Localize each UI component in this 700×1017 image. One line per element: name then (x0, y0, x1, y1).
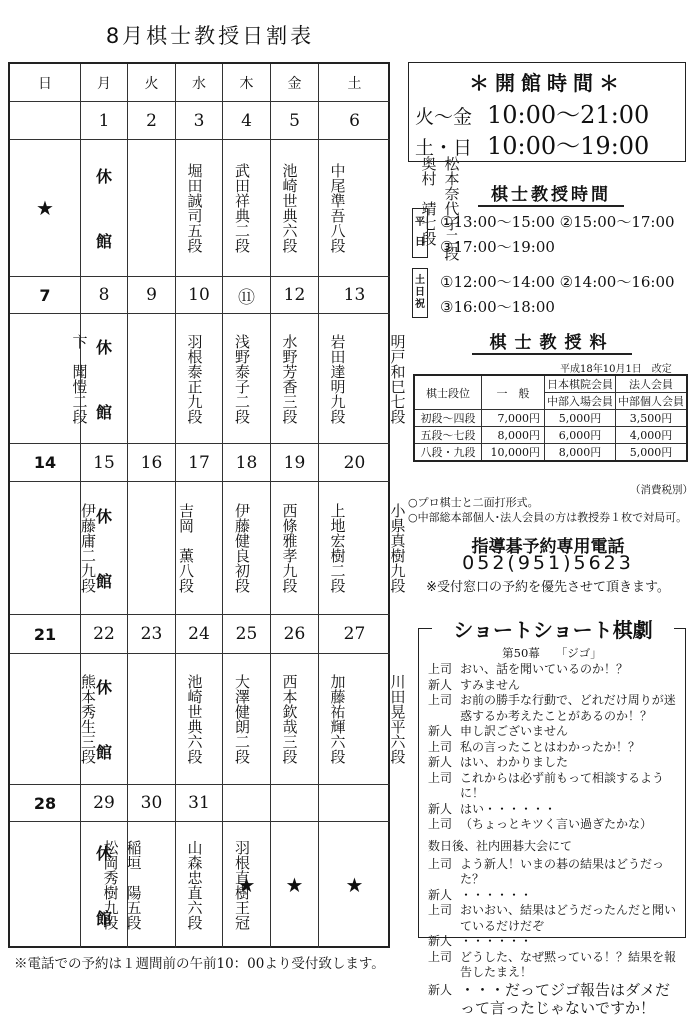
instructor-group (304, 503, 406, 593)
weekday-slots-line2: ③17:00～19:00 (440, 238, 555, 256)
schedule-cell (271, 822, 319, 948)
instructor-name: 奥村 靖七段 (419, 155, 438, 246)
date-cell (223, 785, 271, 822)
dialogue-line (428, 740, 682, 756)
fees-row (414, 444, 687, 462)
date-cell (271, 615, 319, 654)
date-number: 1 (98, 110, 110, 131)
fees-member: 5,000円 (545, 410, 616, 427)
weekday-header (81, 64, 128, 102)
dialogue-line (428, 981, 682, 1017)
date-cell (223, 277, 271, 314)
instructor-name: 上地宏樹二段 (328, 503, 347, 593)
date-number: 16 (140, 452, 163, 473)
date-cell (128, 102, 176, 140)
instructor-name: 熊本秀生三段 (79, 674, 97, 764)
line-text: すみません (460, 677, 521, 692)
weekday-label: 金 (287, 75, 302, 92)
date-cell (128, 444, 176, 482)
closed-char: 休 (95, 844, 112, 863)
date-cell (128, 615, 176, 654)
closed-char: 館 (95, 572, 112, 591)
tag-char: 平 (415, 217, 425, 228)
dialogue-line (428, 857, 682, 888)
closed-char: 休 (95, 337, 112, 357)
date-cell (319, 444, 390, 482)
speaker: 新人 (428, 801, 453, 816)
dialogue-line (428, 950, 682, 981)
date-cell (10, 615, 81, 654)
hours-row-label: 土・日 (415, 137, 473, 159)
schedule-cell (10, 822, 143, 948)
date-number: 12 (283, 285, 306, 305)
date-number: 8 (98, 285, 110, 305)
closed-char: 館 (95, 232, 112, 251)
date-cell (128, 277, 176, 314)
dialogue-line (428, 903, 682, 934)
speaker: 上司 (428, 770, 453, 785)
line-text: お前の勝手な行動で、どれだけ周りが迷惑するか考えたことがあるのか！？ (460, 693, 676, 723)
date-cell (81, 102, 128, 140)
instructor-name: 松岡秀樹九段 (101, 840, 120, 930)
weekday-label: 水 (192, 75, 206, 92)
fees-revised-date: 平成18年10月1日 改定 (560, 364, 672, 375)
instructor-name: 西條雅孝九段 (280, 503, 299, 593)
line-text: これからは必ず前もって相談するように！ (460, 770, 665, 800)
dialogue-line (428, 888, 682, 904)
holiday-slots-line2: ③16:00～18:00 (440, 298, 555, 316)
schedule-cell (10, 140, 81, 277)
hours-row-time: 10:00～19:00 (487, 132, 650, 160)
date-number: 28 (33, 793, 57, 813)
dialogue-line (428, 802, 682, 818)
speaker: 新人 (428, 982, 453, 997)
fees-rank: 初段～四段 (414, 410, 482, 427)
date-number: 30 (140, 793, 163, 813)
instructor-name: 羽根泰正九段 (185, 333, 204, 424)
date-cell (81, 444, 128, 482)
line-text: ・・・・・・ (460, 934, 533, 948)
fees-header-row (414, 375, 687, 393)
episode-name: 「ジゴ」 (555, 646, 602, 660)
date-number: 26 (283, 624, 306, 644)
instructor-name: 川田晃平六段 (388, 674, 407, 764)
instructor-name: 伊藤庸二九段 (79, 503, 97, 593)
date-number: 10 (188, 285, 210, 305)
instructor-name: 伊藤健良初段 (233, 503, 251, 593)
speaker: 新人 (428, 677, 453, 692)
short-story-title: ショートショート棋劇 (432, 614, 674, 643)
date-number: 21 (33, 624, 57, 644)
date-cell (223, 444, 271, 482)
dialogue-line (428, 678, 682, 694)
weekday-header (271, 64, 319, 102)
date-cell (319, 615, 390, 654)
dialogue-line (428, 817, 682, 833)
star-icon: ★ (345, 873, 364, 897)
schedule-cell (223, 822, 271, 948)
fees-rank: 八段・九段 (414, 444, 482, 462)
date-number: 4 (241, 110, 252, 131)
speaker: 上司 (428, 817, 453, 831)
weekday-header (10, 64, 81, 102)
star-icon: ★ (237, 873, 256, 897)
speaker: 上司 (428, 662, 453, 676)
date-number: 29 (93, 793, 115, 813)
lesson-times-title: 棋士教授時間 (478, 180, 624, 207)
line-text: おいおい、結果はどうだったんだと聞いているだけだぞ (460, 903, 677, 933)
dialogue-line (428, 771, 682, 802)
fees-row (414, 427, 687, 444)
tag-char: 土 (415, 275, 425, 286)
reservation-note: ※受付窓口の予約を優先させて頂きます。 (426, 580, 670, 595)
star-icon: ★ (36, 196, 54, 220)
instructor-name: 松本奈代子二段 (442, 155, 461, 261)
date-cell (271, 277, 319, 314)
line-text: どうした、なぜ黙っている！？結果を報告したまえ！ (460, 949, 677, 979)
fees-general: 8,000円 (482, 427, 545, 444)
weekday-header (223, 64, 271, 102)
weekday-header (176, 64, 223, 102)
date-cell (81, 615, 128, 654)
date-number: 15 (93, 452, 115, 473)
instructor-name: 中尾準吾八段 (328, 163, 347, 253)
schedule-cell (10, 482, 97, 615)
fees-note: ○中部総本部個人･法人会員の方は教授券１枚で対局可。 (408, 511, 688, 524)
weekday-label: 木 (239, 75, 254, 92)
date-cell (319, 102, 390, 140)
date-cell (223, 102, 271, 140)
opening-hours-title: ＊開館時間＊ (469, 71, 625, 95)
date-cell (176, 277, 223, 314)
date-number: 2 (146, 110, 157, 131)
speaker: 新人 (428, 755, 453, 769)
dialogue-line (428, 755, 682, 771)
weekday-label: 火 (144, 75, 159, 92)
holiday-tag (412, 268, 428, 318)
date-number: 14 (33, 453, 57, 472)
date-number: 9 (146, 285, 157, 305)
date-number: 25 (235, 624, 258, 644)
date-cell (10, 102, 81, 140)
date-number: ⑪ (238, 287, 255, 308)
date-cell (10, 785, 81, 822)
speaker: 上司 (428, 693, 453, 707)
date-cell (10, 277, 81, 314)
hours-row-label: 火～金 (415, 106, 473, 128)
date-number: 31 (188, 793, 210, 813)
date-cell (223, 615, 271, 654)
line-text: 私の言ったことはわかったか！？ (460, 739, 641, 754)
instructor-name: 大澤健朗二段 (233, 674, 251, 764)
weekday-header (128, 64, 176, 102)
instructor-name: 加藤祐輝六段 (328, 674, 347, 764)
instructor-name: 稲垣 陽五段 (124, 840, 143, 930)
date-number: 6 (349, 110, 360, 131)
date-number: 22 (93, 624, 115, 644)
speaker: 上司 (428, 903, 453, 917)
closed-char: 休 (95, 167, 112, 186)
date-cell (176, 444, 223, 482)
fees-header-rank: 棋士段位 (414, 375, 482, 410)
date-cell (176, 615, 223, 654)
schedule-cell (10, 314, 89, 444)
holiday-slots-line1: ①12:00～14:00 ②14:00～16:00 (440, 273, 675, 291)
date-number: 24 (188, 624, 210, 644)
line-text: 申し訳ございません (460, 724, 569, 738)
fees-header-chubu-entry: 中部入場会員 (545, 393, 616, 410)
date-cell (176, 102, 223, 140)
instructor-name: 羽根直樹王冠 (233, 840, 251, 930)
reservation-title: 指導碁予約専用電話 (471, 537, 625, 557)
schedule-cell (176, 822, 251, 948)
date-number: 20 (343, 452, 366, 473)
instructor-name: 山森忠直六段 (185, 840, 204, 930)
line-text: はい、わかりました (460, 755, 569, 769)
instructor-group (250, 156, 460, 261)
instructor-name: 明戸和巳七段 (388, 333, 407, 424)
date-cell (271, 785, 319, 822)
weekday-label: 日 (38, 75, 52, 92)
speaker: 新人 (428, 934, 453, 948)
page-title: 8月棋士教授日割表 (105, 24, 315, 48)
weekday-header (319, 64, 390, 102)
date-cell (271, 102, 319, 140)
line-text: はい・・・・・・ (460, 801, 557, 816)
dialogue-line (428, 662, 682, 678)
instructor-name: 武田祥典二段 (233, 163, 251, 253)
fees-general: 7,000円 (482, 410, 545, 427)
dialogue-line (428, 724, 682, 740)
tax-note: （消費税別） (630, 484, 693, 496)
narration: 数日後、社内囲碁大会にて (428, 838, 573, 853)
hours-row-time: 10:00～21:00 (487, 101, 650, 129)
line-text: （ちょっとキツく言い過ぎたかな） (460, 817, 653, 831)
date-cell (176, 785, 223, 822)
instructor-name: 池崎世典六段 (280, 163, 299, 253)
fees-general: 10,000円 (482, 444, 545, 462)
instructor-name: 吉岡 薫八段 (177, 503, 195, 593)
date-number: 23 (140, 624, 163, 644)
fees-header-corporate: 法人会員 (616, 375, 688, 393)
schedule-cell (319, 822, 390, 948)
date-number: 5 (289, 110, 300, 131)
date-cell (319, 277, 390, 314)
tag-char: 日 (415, 287, 425, 298)
fees-corporate: 3,500円 (616, 410, 688, 427)
closed-char: 館 (95, 402, 112, 422)
date-number: 18 (235, 452, 258, 473)
instructor-name: 水野芳香三段 (280, 333, 299, 424)
instructor-name: 西本欽哉三段 (280, 674, 299, 764)
reservation-phone[interactable]: 052(951)5623 (462, 552, 634, 574)
speaker: 新人 (428, 724, 453, 738)
closed-char: 館 (95, 743, 112, 762)
date-cell (81, 785, 128, 822)
date-cell (271, 444, 319, 482)
fees-corporate: 5,000円 (616, 444, 688, 462)
hours-row-weekend (415, 126, 649, 161)
calendar-footnote: ※電話での予約は１週間前の午前10：00より受付致します。 (14, 956, 385, 972)
line-text: ・・・・・・ (460, 887, 533, 902)
episode-heading (418, 645, 686, 661)
fees-title: 棋士教授料 (472, 328, 632, 355)
closed-char: 休 (95, 678, 112, 697)
instructor-name: 岩田達明九段 (328, 333, 347, 424)
dialogue-line (428, 934, 682, 950)
line-text: よう新人！いまの碁の結果はどうだった？ (460, 856, 665, 886)
weekday-slots-line1: ①13:00～15:00 ②15:00～17:00 (440, 213, 675, 231)
speaker: 上司 (428, 739, 453, 754)
tag-char: 日 (415, 237, 425, 248)
instructor-name: 卞 聞愷二段 (70, 333, 89, 424)
fees-note: ○プロ棋士と二面打形式。 (408, 496, 539, 509)
date-number: 27 (343, 624, 366, 644)
weekday-label: 土 (347, 75, 362, 92)
instructor-name: 池崎世典六段 (185, 674, 204, 764)
opening-hours-box (408, 62, 686, 162)
line-text: おい、話を聞いているのか！？ (460, 662, 629, 676)
date-cell (10, 444, 81, 482)
speaker: 上司 (428, 856, 453, 871)
speaker: 新人 (428, 887, 453, 902)
dialogue-line (428, 693, 682, 724)
weekday-tag (412, 208, 428, 258)
schedule-cell (10, 654, 97, 785)
date-cell (81, 277, 128, 314)
date-number: 7 (39, 285, 51, 305)
instructor-name: 堀田誠司五段 (185, 163, 204, 253)
fees-header-nihon-kiin: 日本棋院会員 (545, 375, 616, 393)
fees-corporate: 4,000円 (616, 427, 688, 444)
speaker: 上司 (428, 949, 453, 964)
schedule-cell (319, 482, 407, 615)
tag-char: 祝 (415, 299, 425, 310)
date-number: 17 (188, 452, 210, 473)
instructor-group (304, 334, 406, 424)
instructor-group (3, 334, 88, 424)
fees-header-general: 一 般 (482, 375, 545, 410)
date-number: 13 (343, 285, 366, 305)
schedule-cell (319, 314, 407, 444)
episode-number: 第50幕 (502, 646, 540, 660)
fees-member: 8,000円 (545, 444, 616, 462)
line-text: ・・・だってジゴ報告はダメだって言ったじゃないですか！ (460, 980, 671, 1017)
closed-char: 館 (95, 909, 112, 928)
closed-char: 休 (95, 507, 112, 526)
date-number: 19 (283, 452, 306, 473)
fees-row (414, 410, 687, 427)
fees-member: 6,000円 (545, 427, 616, 444)
fees-rank: 五段～七段 (414, 427, 482, 444)
weekday-label: 月 (97, 75, 111, 92)
instructor-name: 小県真樹九段 (388, 503, 407, 593)
date-number: 3 (193, 110, 205, 131)
star-icon: ★ (285, 873, 304, 897)
instructor-name: 浅野泰子二段 (233, 333, 251, 424)
instructor-group (304, 674, 406, 764)
date-cell (128, 785, 176, 822)
date-cell (319, 785, 390, 822)
fees-header-chubu-individual: 中部個人会員 (616, 393, 688, 410)
schedule-cell (319, 654, 407, 785)
hours-row-weekday (415, 95, 649, 130)
fees-table (413, 374, 688, 462)
